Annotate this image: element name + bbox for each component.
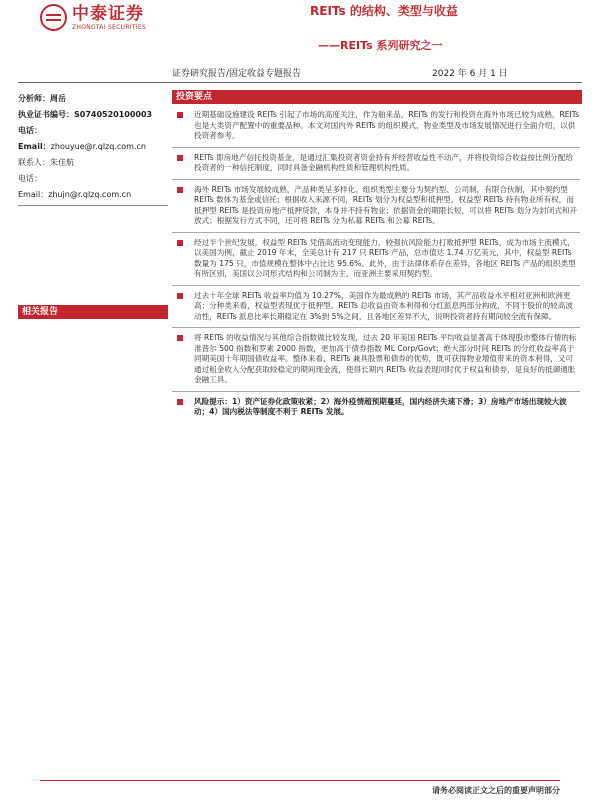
logo-cn-text: 中泰证券 xyxy=(72,4,144,24)
paragraph: 近期基础设施建设 REITs 引起了市场的高度关注，作为舶来品，REITs 的发行和投资在海外市场已较为成熟，REITs 也是大类资产配置中的重要品种。本文对国内外 REITs 的组织模式、物业类型及市场发展情况进行全面介绍，以供投资者参考。 xyxy=(172,110,580,142)
paragraph-divider xyxy=(172,391,580,392)
paragraph-divider xyxy=(172,232,580,233)
paragraph: 过去十年全球 REITs 收益率均值为 10.27%，美国作为最成熟的 REITs 市场，其产品收益水平相对亚洲和欧洲更高；分种类来看，权益型表现优于抵押型。REITs 总收益由资本利得和分红派息两部分构成，不同于股价的较高波动性，REITs 派息比率长期稳定在 3%到 5%之间，且各地区差异不大，说明投资者持有期间较全流有保障。 xyxy=(172,291,580,323)
company-logo xyxy=(40,4,146,32)
header-divider xyxy=(18,82,582,83)
bullet-icon xyxy=(177,240,183,246)
bullet-icon xyxy=(177,335,183,341)
footer-divider xyxy=(40,780,560,781)
paragraph: 经过半个世纪发展，权益型 REITs 凭借高流动变现能力、较强抗风险能力打败抵押型 REITs，成为市场主流模式，以美国为例，截止 2019 年末，全美总计有 217 只 REITs 产品，总市值达 1.74 万亿美元，其中，权益型 REITs 数量为 175 只，市值规模在整体中占比达 95.6%。此外，由于法律体系存在差异，各地区 REITs 产品的组织类型有所区别，美国以公司形式结构和公司制为主，而亚洲主要采用契约型。 xyxy=(172,238,580,280)
bullet-icon xyxy=(177,112,183,118)
contact-phone-row: 电话： xyxy=(18,174,42,183)
paragraph-divider xyxy=(172,179,580,180)
email-row: Email：zhouyue@r.qlzq.com.cn xyxy=(18,142,146,151)
paragraph: REITs 即房地产信托投资基金，是通过汇集投资者资金持有并经营收益性不动产，并将投资综合收益按比例分配给投资者的一种信托制度，同时具备金融机构性质和管理机构性质。 xyxy=(172,153,580,174)
report-date: 2022 年 6 月 1 日 xyxy=(432,69,508,79)
paragraph-divider xyxy=(172,147,580,148)
report-subtitle: ——REITs 系列研究之一 xyxy=(318,39,443,52)
paragraph-divider xyxy=(172,285,580,286)
bullet-icon xyxy=(177,187,183,193)
investment-points xyxy=(172,110,580,418)
contact-row: 联系人：朱佳航 xyxy=(18,158,74,167)
bullet-icon xyxy=(177,399,183,405)
contact-email-row: Email：zhujn@r.qlzq.com.cn xyxy=(18,190,132,199)
logo-icon xyxy=(40,4,67,31)
risk-warning: 风险提示：1）资产证券化政策收紧；2）海外疫情超预期蔓延，国内经济失速下滑；3）房地产市场出现较大波动；4）国内税法等制度不利于 REITs 发展。 xyxy=(172,397,580,418)
analyst-sidebar xyxy=(18,93,168,205)
analyst-row: 分析师：周岳 xyxy=(18,94,66,103)
sidebar-divider xyxy=(18,205,168,206)
logo-en-text: ZHONGTAI SECURITIES xyxy=(72,24,147,31)
phone-row: 电话： xyxy=(18,126,42,135)
footer-disclaimer: 请务必阅读正文之后的重要声明部分 xyxy=(432,786,560,795)
report-type: 证券研究报告/固定收益专题报告 xyxy=(172,69,302,79)
paragraph: 将 REITs 的收益情况与其他综合指数做比较发现，过去 20 年美国 REITs 平均收益显著高于体现股市整体行情的标准普尔 500 指数和罗素 2000 指数，更加高于债券指数 ML Corp/Govt；绝大部分时间 REITs 的分红收益率高于同期美国十年期国债收益率。整体来看，REITs 兼具股票和债券的优势，既可获得物业增值带来的资本利得，又可通过租金收入分配获取较稳定的期间现金流，使得长期内 REITs 收益表现同时优于权益和债券，是良好的抵御通胀金融工具。 xyxy=(172,333,580,386)
report-title: REITs 的结构、类型与收益 xyxy=(310,4,458,18)
section-header: 投资要点 xyxy=(172,90,582,104)
related-reports-header: 相关报告 xyxy=(18,305,168,319)
paragraph-divider xyxy=(172,327,580,328)
bullet-icon xyxy=(177,293,183,299)
bullet-icon xyxy=(177,155,183,161)
license-row: 执业证书编号：S0740520100003 xyxy=(18,110,153,119)
paragraph: 海外 REITs 市场发展较成熟，产品种类呈多样化。组织类型主要分为契约型、公司制，有限合伙制，其中契约型 REITs 数体为基金或信托；根据收入来源不同，REITs 划分为权益型和抵押型，权益型 REITs 持有物业所有权，而抵押型 REITs 是投资房地产抵押贷款，本身并不持有物业；依据资金的期限长短，可以将 REITs 划分为封闭式和开放式；根据发行方式不同，还可将 REITs 分为私募 REITs 和公募 REITs。 xyxy=(172,185,580,227)
